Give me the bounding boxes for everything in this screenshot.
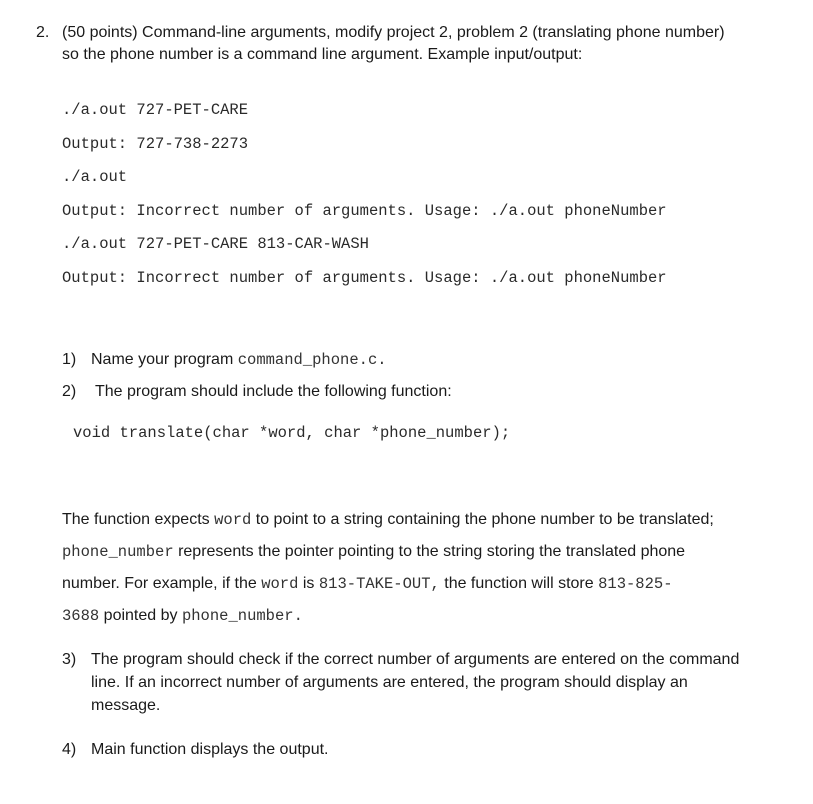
para-text: is [298,575,319,592]
question-points: (50 points) [62,24,138,41]
para-text: to point to a string containing the phone number to be translated; [251,511,714,528]
item-2-text: The program should include the following function: [95,383,452,400]
example-line: Output: Incorrect number of arguments. Usage: ./a.out phoneNumber [62,269,667,287]
code-example-output: 813-825- [598,575,673,593]
example-line: ./a.out 727-PET-CARE 813-CAR-WASH [62,235,369,253]
para-line-3 [62,573,673,595]
para-line-4 [62,605,303,627]
code-example-output: 3688 [62,607,100,625]
code-example-input: 813-TAKE-OUT, [318,575,440,593]
code-phone-number: phone_number [62,543,174,561]
para-text: represents the pointer pointing to the string storing the translated phone [173,543,686,560]
question-line2: so the phone number is a command line argument. Example input/output: [62,46,583,63]
item-2-number: 2) [62,383,77,400]
example-line: ./a.out [62,168,128,186]
para-text: pointed by [99,607,182,624]
question-number: 2. [36,24,50,41]
example-line: Output: Incorrect number of arguments. Usage: ./a.out phoneNumber [62,202,667,220]
item-1-label: Name your program [91,351,238,368]
para-line-2 [62,541,685,563]
para-line-1 [62,509,714,531]
example-line: Output: 727-738-2273 [62,135,249,153]
example-line: ./a.out 727-PET-CARE [62,101,249,119]
code-phone-number: phone_number. [181,607,303,625]
item-4-number: 4) [62,741,77,758]
question-title [62,22,725,43]
item-4-text: Main function displays the output. [91,741,329,758]
code-word: word [214,511,252,529]
question-title-text: Command-line arguments, modify project 2, problem 2 (translating phone number) [137,24,725,41]
item-3-line-2: line. If an incorrect number of arguments are entered, the program should display an [91,674,688,691]
program-filename: command_phone.c. [237,351,387,369]
para-text: The function expects [62,511,215,528]
code-word: word [261,575,299,593]
item-1-text [91,349,387,371]
function-signature: void translate(char *word, char *phone_number); [73,424,511,442]
item-3-line-3: message. [91,697,161,714]
para-text: number. For example, if the [62,575,262,592]
para-text: the function will store [439,575,599,592]
item-3-number: 3) [62,651,77,668]
item-1-number: 1) [62,351,77,368]
item-3-line-1: The program should check if the correct number of arguments are entered on the command [91,651,740,668]
